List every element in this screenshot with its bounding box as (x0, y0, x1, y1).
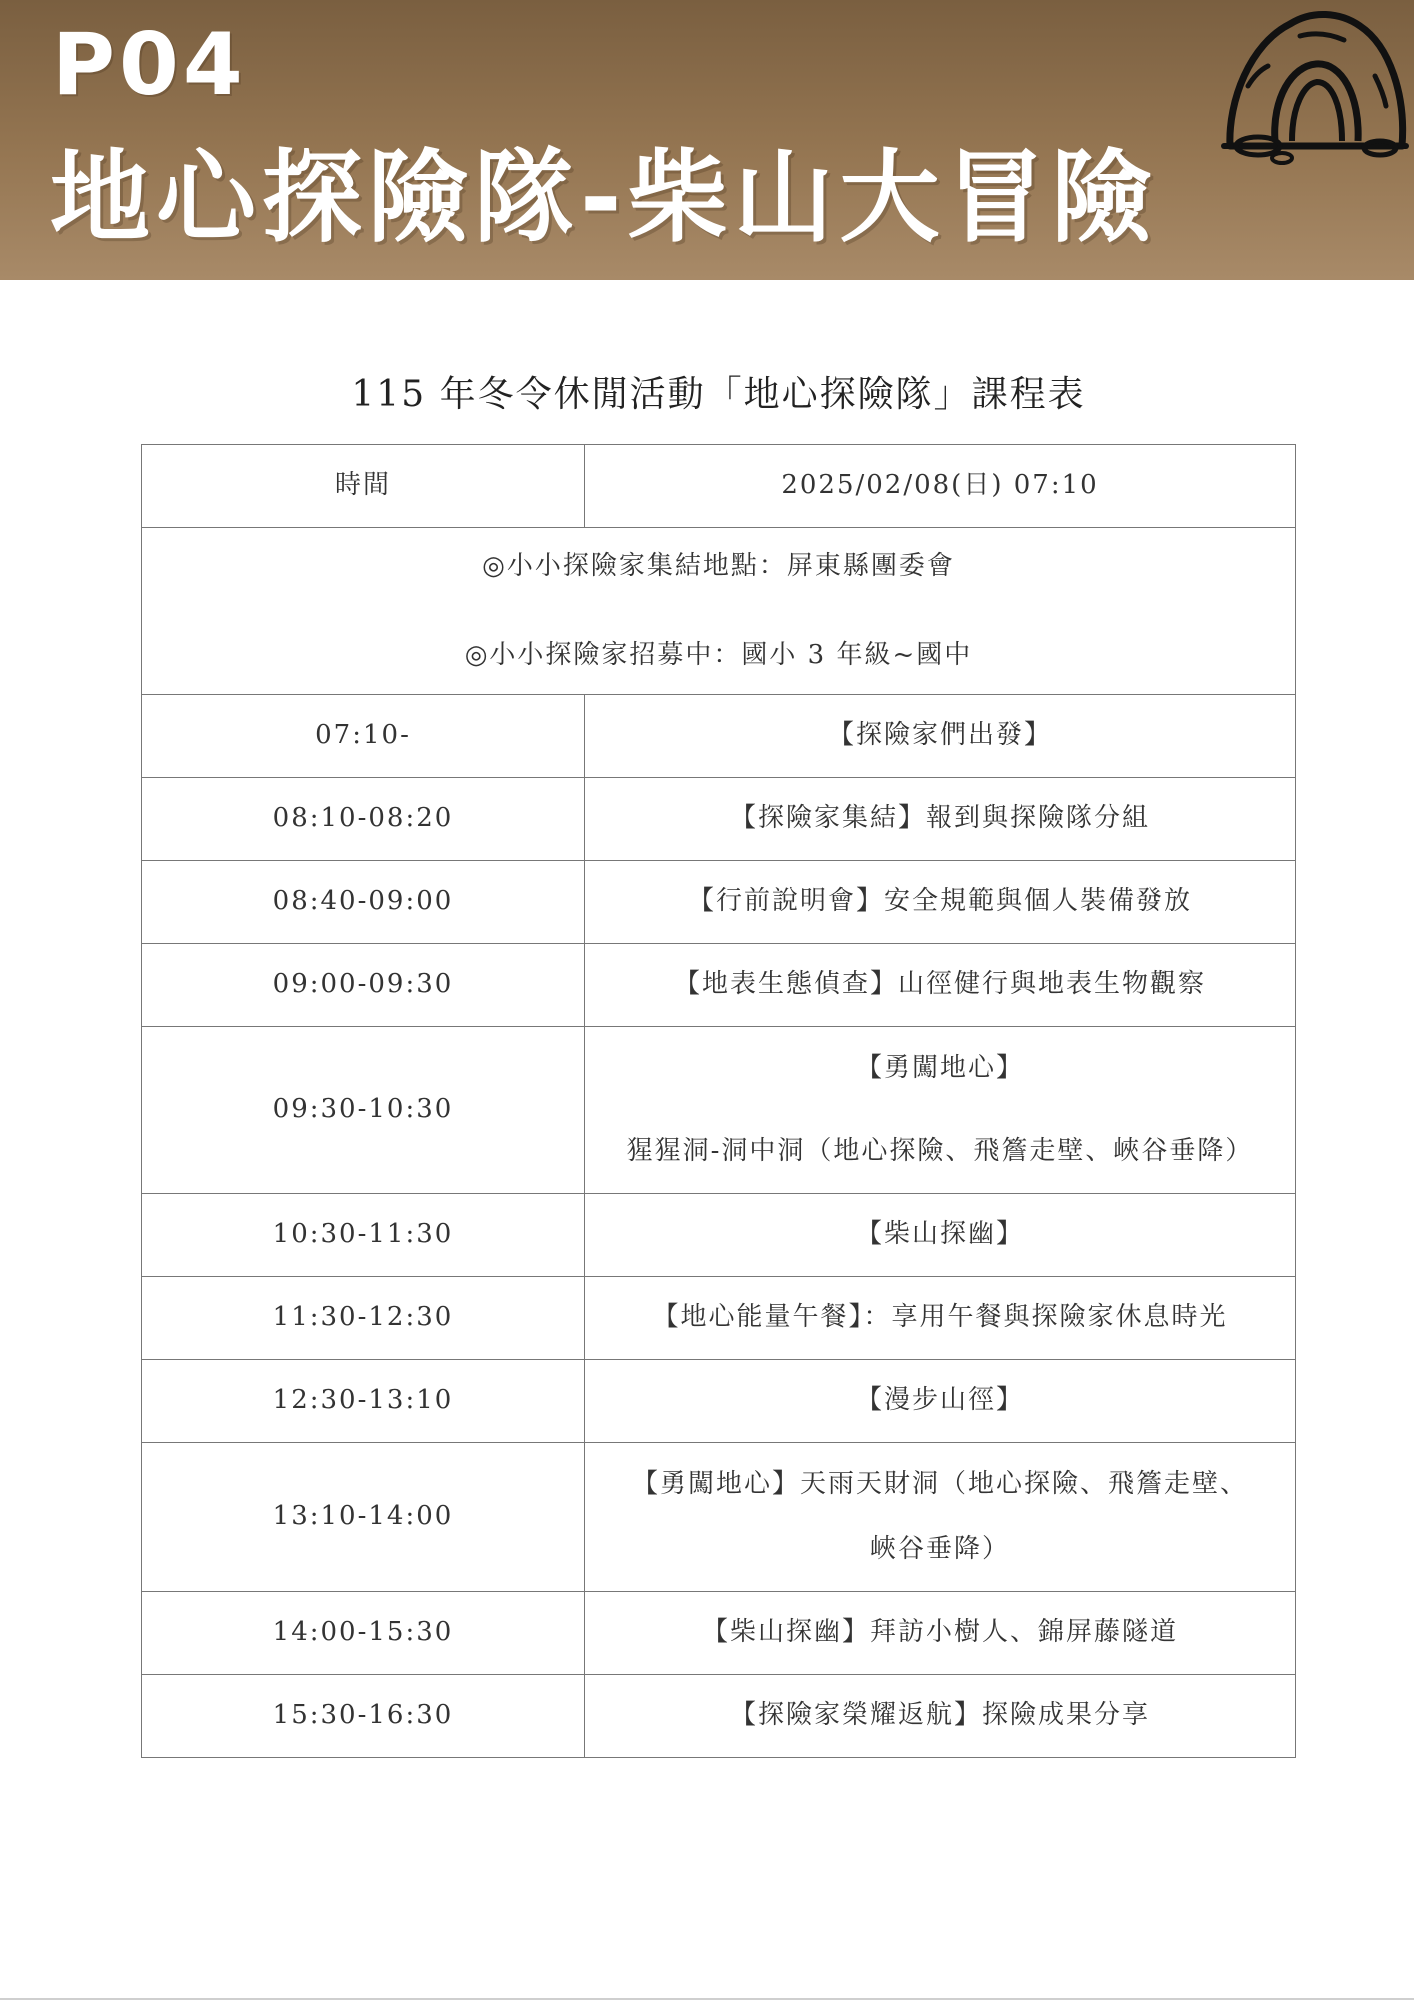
info-row (142, 528, 1296, 695)
time-cell: 08:40-09:00 (142, 861, 585, 944)
schedule-table (141, 444, 1296, 1758)
time-cell: 09:00-09:30 (142, 944, 585, 1027)
table-row (142, 861, 1296, 944)
table-row (142, 1027, 1296, 1194)
header-label: 時間 (142, 445, 585, 528)
info-cell (142, 528, 1296, 695)
time-cell: 13:10-14:00 (142, 1443, 585, 1592)
activity-cell: 【行前說明會】安全規範與個人裝備發放 (585, 861, 1296, 944)
activity-cell: 【勇闖地心】天雨天財洞（地心探險、飛簷走壁、 峽谷垂降） (585, 1443, 1296, 1592)
activity-cell: 【探險家榮耀返航】探險成果分享 (585, 1675, 1296, 1758)
page-code: P04 (52, 15, 247, 115)
activity-cell: 【柴山探幽】拜訪小樹人、錦屏藤隧道 (585, 1592, 1296, 1675)
schedule-title: 115 年冬令休閒活動「地心探險隊」課程表 (351, 374, 1086, 415)
activity-cell: 【漫步山徑】 (585, 1360, 1296, 1443)
table-row (142, 695, 1296, 778)
time-cell: 08:10-08:20 (142, 778, 585, 861)
activity-cell: 【柴山探幽】 (585, 1194, 1296, 1277)
table-header-row (142, 445, 1296, 528)
time-cell: 14:00-15:30 (142, 1592, 585, 1675)
table-row (142, 1675, 1296, 1758)
activity-cell: 【探險家們出發】 (585, 695, 1296, 778)
time-cell: 11:30-12:30 (142, 1277, 585, 1360)
table-row (142, 778, 1296, 861)
table-row (142, 1592, 1296, 1675)
table-row (142, 1360, 1296, 1443)
cave-icon (1220, 6, 1410, 166)
table-row (142, 1194, 1296, 1277)
activity-cell: 【探險家集結】報到與探險隊分組 (585, 778, 1296, 861)
header-date: 2025/02/08(日) 07:10 (585, 445, 1296, 528)
time-cell: 07:10- (142, 695, 585, 778)
activity-cell: 【勇闖地心】 猩猩洞-洞中洞（地心探險、飛簷走壁、峽谷垂降） (585, 1027, 1296, 1194)
header-banner (0, 0, 1414, 280)
page-title: 地心探險隊-柴山大冒險 (50, 139, 1158, 256)
meeting-location: ◎小小探險家集結地點：屏東縣團委會 (482, 551, 955, 582)
table-row (142, 1277, 1296, 1360)
activity-cell: 【地心能量午餐】：享用午餐與探險家休息時光 (585, 1277, 1296, 1360)
table-row (142, 944, 1296, 1027)
time-cell: 15:30-16:30 (142, 1675, 585, 1758)
time-cell: 10:30-11:30 (142, 1194, 585, 1277)
table-row (142, 1443, 1296, 1592)
time-cell: 12:30-13:10 (142, 1360, 585, 1443)
time-cell: 09:30-10:30 (142, 1027, 585, 1194)
recruitment-grades: ◎小小探險家招募中：國小 3 年級~國中 (464, 639, 973, 670)
activity-cell: 【地表生態偵查】山徑健行與地表生物觀察 (585, 944, 1296, 1027)
